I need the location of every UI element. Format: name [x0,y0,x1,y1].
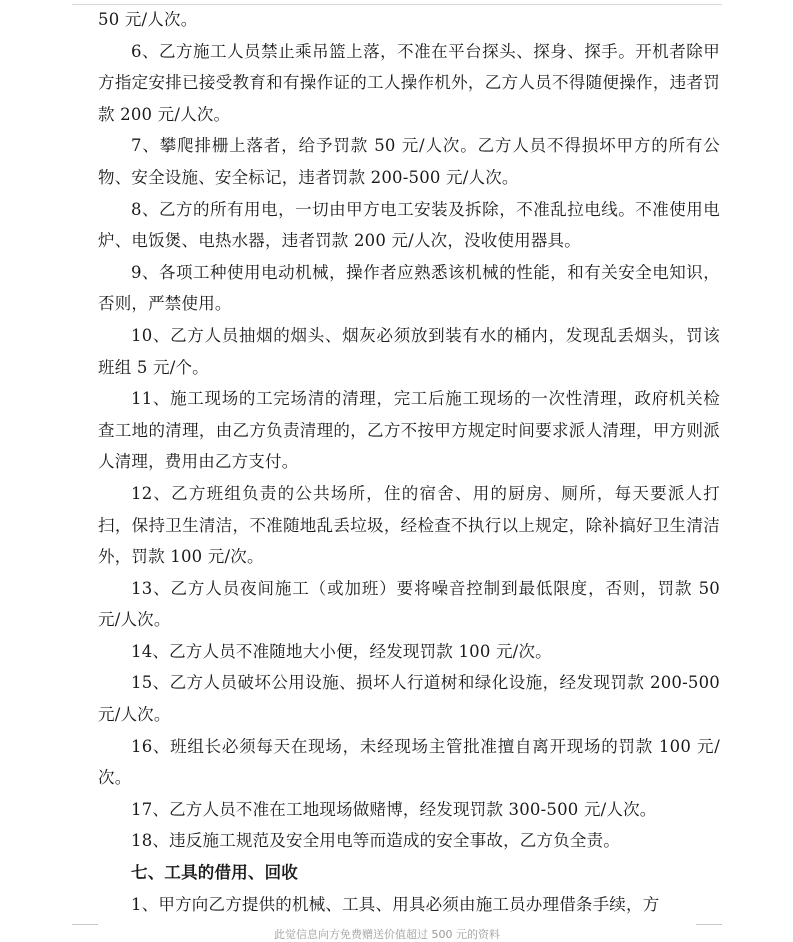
paragraph-item-14: 14、乙方人员不准随地大小便，经发现罚款 100 元/次。 [131,641,552,661]
footer-rule-left [72,924,98,925]
paragraph-item-11: 11、施工现场的工完场清的清理，完工后施工现场的一次性清理，政府机关检查工地的清理，由乙方负责清理的，乙方不按甲方规定时间要求派人清理，甲方则派人清理，费用由乙方支付。 [98,389,720,472]
paragraph-item-8: 8、乙方的所有用电，一切由甲方电工安装及拆除，不准乱拉电线。不准使用电炉、电饭煲、电热水器，违者罚款 200 元/人次，没收使用器具。 [98,199,720,251]
footer-rule-right [696,924,722,925]
footer-rule [0,924,793,925]
paragraph-continuation: 50 元/人次。 [98,10,198,29]
section-heading: 七、工具的借用、回收 [131,863,298,883]
paragraph-item-13: 13、乙方人员夜间施工（或加班）要将噪音控制到最低限度，否则，罚款 50 元/人次。 [98,578,720,630]
paragraph-item-9: 9、各项工种使用电动机械，操作者应熟悉该机械的性能，和有关安全电知识，否则，严禁使用。 [98,262,720,314]
paragraph-item-12: 12、乙方班组负责的公共场所，住的宿舍、用的厨房、厕所，每天要派人打扫，保持卫生清洁，不准随地乱丢垃圾，经检查不执行以上规定，除补搞好卫生清洁外，罚款 100 元/次。 [98,483,720,567]
paragraph-item-18: 18、违反施工规范及安全用电等而造成的安全事故，乙方负全责。 [131,831,620,851]
paragraph-item-16: 16、班组长必须每天在现场，未经现场主管批准擅自离开现场的罚款 100 元/次。 [98,736,720,788]
paragraph-item-17: 17、乙方人员不准在工地现场做赌博，经发现罚款 300-500 元/人次。 [131,799,657,819]
paragraph-item-6: 6、乙方施工人员禁止乘吊篮上落，不准在平台探头、探身、探手。开机者除甲方指定安排已接受教育和有操作证的工人操作机外，乙方人员不得随便操作，违者罚款 200 元/人次。 [98,41,720,124]
paragraph-item-7: 7、攀爬排栅上落者，给予罚款 50 元/人次。乙方人员不得损坏甲方的所有公物、安全设施、安全标记，违者罚款 200-500 元/人次。 [98,136,720,187]
footer-note: 此觉信息向方免费赠送价值超过 500 元的资料 [274,928,500,941]
paragraph-tools-1: 1、甲方向乙方提供的机械、工具、用具必须由施工员办理借条手续，方 [131,894,660,914]
paragraph-item-10: 10、乙方人员抽烟的烟头、烟灰必须放到装有水的桶内，发现乱丢烟头，罚该班组 5 元/个。 [98,325,720,377]
document-body [98,4,720,920]
paragraph-item-15: 15、乙方人员破坏公用设施、损坏人行道树和绿化设施，经发现罚款 200-500 元/人次。 [98,673,720,725]
